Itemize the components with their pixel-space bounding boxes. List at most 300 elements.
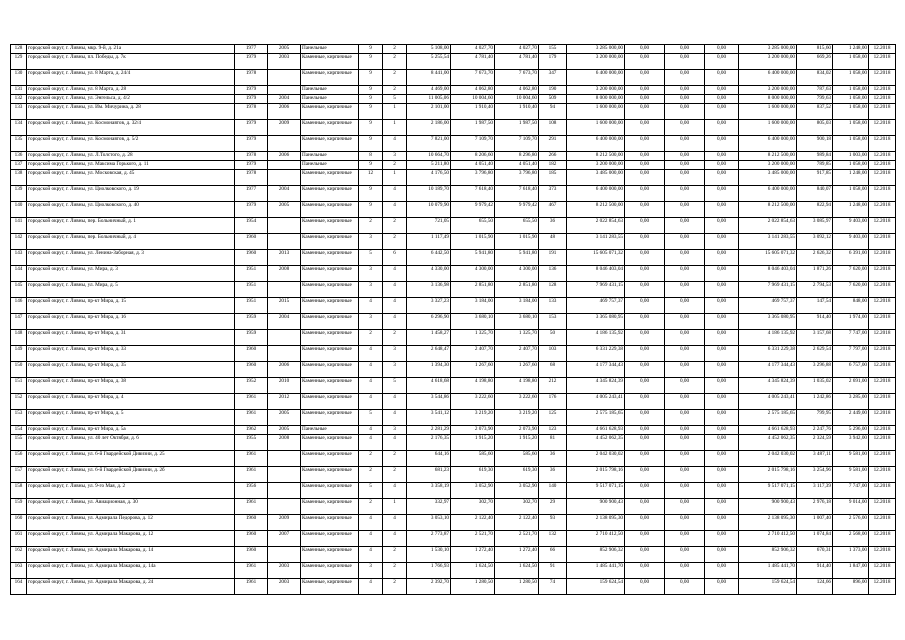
- cell-cost-local: 0,00: [705, 54, 739, 70]
- cell-premises-area: 3 222,60: [451, 394, 495, 410]
- cell-cost-regional: 0,00: [665, 298, 705, 314]
- cell-row-number: 158: [11, 483, 27, 499]
- cell-unit-cost: 900,18: [797, 136, 833, 152]
- cell-cost-local: 0,00: [705, 346, 739, 362]
- cell-wall-material: Каменные, кирпичные: [301, 435, 359, 451]
- cell-planned-date: 12.2018: [869, 467, 896, 483]
- cell-year-reconstruction: 2009: [268, 120, 301, 136]
- cell-wall-material: Каменные, кирпичные: [301, 330, 359, 346]
- cell-premises-area: 4 051,40: [451, 161, 495, 170]
- cell-floors: 4: [359, 547, 383, 563]
- cell-total-area: 332,97: [407, 499, 451, 515]
- cell-premises-area: 2 851,80: [451, 282, 495, 298]
- cell-address: городской округ, г. Ливны, пер. Больничный, д. 4: [27, 234, 235, 250]
- cell-premises-area: 5 941,80: [451, 250, 495, 266]
- table-row: [11, 45, 896, 54]
- cell-cost-federal: 0,00: [625, 451, 665, 467]
- cell-floors: 9: [359, 186, 383, 202]
- cell-row-number: 136: [11, 152, 27, 161]
- cell-entrances: 2: [383, 218, 407, 234]
- cell-cost-local: 0,00: [705, 266, 739, 282]
- cell-row-number: 147: [11, 314, 27, 330]
- cell-floors: 9: [359, 136, 383, 152]
- cell-cost-regional: 0,00: [665, 435, 705, 451]
- cell-cost-regional: 0,00: [665, 579, 705, 595]
- cell-floors: 3: [359, 314, 383, 330]
- cell-cost-regional: 0,00: [665, 186, 705, 202]
- cell-planned-date: 12.2018: [869, 234, 896, 250]
- cell-wall-material: Каменные, кирпичные: [301, 547, 359, 563]
- cell-total-cost: 852 906,32: [567, 547, 625, 563]
- table-row: [11, 170, 896, 186]
- cell-residential-area: 3 184,00: [495, 298, 539, 314]
- cell-unit-cost: 3 254,96: [797, 467, 833, 483]
- cell-year-built: 1960: [235, 362, 268, 378]
- cell-wall-material: Каменные, кирпичные: [301, 378, 359, 394]
- cell-premises-area: 2 407,70: [451, 346, 495, 362]
- table-row: [11, 451, 896, 467]
- cell-max-unit-cost: 9 581,00: [833, 451, 869, 467]
- cell-residents-count: 179: [539, 54, 567, 70]
- cell-total-cost: 1 485 441,70: [567, 563, 625, 579]
- cell-planned-date: 12.2018: [869, 499, 896, 515]
- cell-unit-cost: 669,26: [797, 54, 833, 70]
- cell-wall-material: Каменные, кирпичные: [301, 136, 359, 152]
- cell-cost-owners: 8 046 403,04: [739, 266, 797, 282]
- cell-row-number: 145: [11, 282, 27, 298]
- cell-floors: 2: [359, 218, 383, 234]
- cell-planned-date: 12.2018: [869, 483, 896, 499]
- cell-residential-area: 2 073,90: [495, 426, 539, 435]
- cell-premises-area: 3 219,20: [451, 410, 495, 426]
- cell-residents-count: 509: [539, 95, 567, 104]
- cell-floors: 4: [359, 426, 383, 435]
- cell-residents-count: 50: [539, 330, 567, 346]
- cell-entrances: 3: [383, 346, 407, 362]
- cell-year-built: 1979: [235, 202, 268, 218]
- cell-residents-count: 29: [539, 499, 567, 515]
- cell-unit-cost: 1 871,26: [797, 266, 833, 282]
- table-row: [11, 95, 896, 104]
- cell-year-built: 1961: [235, 451, 268, 467]
- cell-year-reconstruction: [268, 547, 301, 563]
- cell-wall-material: Каменные, кирпичные: [301, 515, 359, 531]
- cell-total-cost: 8 212 500,00: [567, 152, 625, 161]
- cell-cost-federal: 0,00: [625, 282, 665, 298]
- cell-residents-count: 191: [539, 250, 567, 266]
- cell-year-reconstruction: [268, 170, 301, 186]
- cell-cost-owners: 7 969 431,15: [739, 282, 797, 298]
- cell-year-built: 1961: [235, 394, 268, 410]
- cell-residential-area: 4 051,40: [495, 161, 539, 170]
- cell-unit-cost: 815,60: [797, 45, 833, 54]
- cell-year-built: 1978: [235, 104, 268, 120]
- cell-row-number: 150: [11, 362, 27, 378]
- cell-address: городской округ, г. Ливны, пр-кт Мира, д. 5: [27, 410, 235, 426]
- cell-cost-regional: 0,00: [665, 202, 705, 218]
- cell-cost-local: 0,00: [705, 136, 739, 152]
- cell-max-unit-cost: 1 058,00: [833, 104, 869, 120]
- cell-residents-count: 108: [539, 120, 567, 136]
- cell-premises-area: 1 280,50: [451, 579, 495, 595]
- cell-address: городской округ, г. Ливны, ул. Ленина-Заборная, д. 3: [27, 250, 235, 266]
- cell-address: городской округ, г. Ливны, ул. Адмирала Педорова, д. 12: [27, 515, 235, 531]
- cell-cost-federal: 0,00: [625, 426, 665, 435]
- cell-premises-area: 3 796,80: [451, 170, 495, 186]
- table-row: [11, 86, 896, 95]
- cell-year-reconstruction: [268, 218, 301, 234]
- cell-planned-date: 12.2018: [869, 282, 896, 298]
- cell-planned-date: 12.2018: [869, 266, 896, 282]
- cell-max-unit-cost: 5 296,00: [833, 426, 869, 435]
- cell-entrances: 4: [383, 282, 407, 298]
- cell-cost-regional: 0,00: [665, 282, 705, 298]
- cell-residents-count: 190: [539, 86, 567, 95]
- table-row: [11, 70, 896, 86]
- cell-entrances: 2: [383, 547, 407, 563]
- cell-cost-federal: 0,00: [625, 378, 665, 394]
- cell-year-built: 1960: [235, 234, 268, 250]
- cell-residents-count: 155: [539, 45, 567, 54]
- cell-wall-material: Каменные, кирпичные: [301, 282, 359, 298]
- cell-cost-federal: 0,00: [625, 136, 665, 152]
- cell-premises-area: 7 618,40: [451, 186, 495, 202]
- cell-premises-area: 1 910,40: [451, 104, 495, 120]
- cell-wall-material: Каменные, кирпичные: [301, 314, 359, 330]
- cell-residential-area: 3 796,80: [495, 170, 539, 186]
- cell-premises-area: 7 673,70: [451, 70, 495, 86]
- cell-row-number: 139: [11, 186, 27, 202]
- cell-total-cost: 4 345 824,39: [567, 378, 625, 394]
- cell-year-reconstruction: [268, 330, 301, 346]
- cell-planned-date: 12.2018: [869, 202, 896, 218]
- cell-total-area: 2 176,35: [407, 435, 451, 451]
- cell-cost-federal: 0,00: [625, 410, 665, 426]
- cell-total-area: 6 442,50: [407, 250, 451, 266]
- cell-year-built: 1978: [235, 152, 268, 161]
- cell-total-cost: 4 452 062,35: [567, 435, 625, 451]
- cell-address: городской округ, г. Ливны, ул. Космонавтов, д. 5/2: [27, 136, 235, 152]
- cell-residential-area: 4 300,00: [495, 266, 539, 282]
- cell-cost-local: 0,00: [705, 531, 739, 547]
- cell-year-built: 1961: [235, 410, 268, 426]
- cell-wall-material: Каменные, кирпичные: [301, 202, 359, 218]
- cell-entrances: 4: [383, 394, 407, 410]
- cell-residents-count: 347: [539, 70, 567, 86]
- cell-year-reconstruction: [268, 451, 301, 467]
- cell-year-reconstruction: 2004: [268, 186, 301, 202]
- cell-planned-date: 12.2018: [869, 563, 896, 579]
- table-row: [11, 314, 896, 330]
- cell-cost-federal: 0,00: [625, 499, 665, 515]
- cell-cost-regional: 0,00: [665, 483, 705, 499]
- cell-unit-cost: 837,52: [797, 104, 833, 120]
- table-row: [11, 120, 896, 136]
- cell-residential-area: 2 407,70: [495, 346, 539, 362]
- cell-residential-area: 1 987,50: [495, 120, 539, 136]
- cell-address: городской округ, г. Ливны, ул. Циолковского, д. 19: [27, 186, 235, 202]
- cell-cost-regional: 0,00: [665, 152, 705, 161]
- cell-total-cost: 6 331 229,38: [567, 346, 625, 362]
- cell-total-area: 8 441,00: [407, 70, 451, 86]
- cell-year-reconstruction: 2005: [268, 202, 301, 218]
- cell-year-reconstruction: [268, 234, 301, 250]
- cell-cost-owners: 6 400 000,00: [739, 70, 797, 86]
- cell-max-unit-cost: 1 248,00: [833, 170, 869, 186]
- cell-cost-regional: 0,00: [665, 547, 705, 563]
- cell-entrances: 2: [383, 330, 407, 346]
- cell-premises-area: 4 198,80: [451, 378, 495, 394]
- cell-cost-federal: 0,00: [625, 54, 665, 70]
- cell-address: городской округ, г. Ливны, ул. 40 лет Октября, д. 6: [27, 435, 235, 451]
- cell-row-number: 154: [11, 426, 27, 435]
- cell-unit-cost: 805,03: [797, 120, 833, 136]
- cell-planned-date: 12.2018: [869, 298, 896, 314]
- table-row: [11, 202, 896, 218]
- cell-floors: 4: [359, 394, 383, 410]
- cell-residential-area: 7 109,70: [495, 136, 539, 152]
- table-row: [11, 483, 896, 499]
- cell-cost-owners: 15 605 071,32: [739, 250, 797, 266]
- cell-planned-date: 12.2018: [869, 435, 896, 451]
- cell-entrances: 2: [383, 234, 407, 250]
- cell-cost-local: 0,00: [705, 378, 739, 394]
- cell-planned-date: 12.2018: [869, 152, 896, 161]
- cell-year-built: 1977: [235, 186, 268, 202]
- cell-residents-count: 136: [539, 266, 567, 282]
- cell-year-reconstruction: 2004: [268, 314, 301, 330]
- cell-row-number: 128: [11, 45, 27, 54]
- cell-row-number: 133: [11, 104, 27, 120]
- cell-unit-cost: 1 242,86: [797, 394, 833, 410]
- cell-cost-federal: 0,00: [625, 202, 665, 218]
- table-row: [11, 186, 896, 202]
- cell-residents-count: 93: [539, 515, 567, 531]
- cell-cost-owners: 9 517 071,15: [739, 483, 797, 499]
- cell-premises-area: 7 109,70: [451, 136, 495, 152]
- cell-cost-owners: 900 900,43: [739, 499, 797, 515]
- cell-premises-area: 2 521,70: [451, 531, 495, 547]
- cell-cost-regional: 0,00: [665, 330, 705, 346]
- cell-row-number: 148: [11, 330, 27, 346]
- cell-cost-regional: 0,00: [665, 45, 705, 54]
- cell-cost-federal: 0,00: [625, 515, 665, 531]
- cell-planned-date: 12.2018: [869, 531, 896, 547]
- cell-premises-area: 2 122,40: [451, 515, 495, 531]
- cell-year-reconstruction: [268, 136, 301, 152]
- cell-year-reconstruction: 2013: [268, 250, 301, 266]
- cell-cost-local: 0,00: [705, 579, 739, 595]
- cell-cost-local: 0,00: [705, 234, 739, 250]
- cell-cost-regional: 0,00: [665, 104, 705, 120]
- cell-total-area: 3 544,86: [407, 394, 451, 410]
- cell-cost-federal: 0,00: [625, 70, 665, 86]
- cell-cost-regional: 0,00: [665, 136, 705, 152]
- cell-cost-regional: 0,00: [665, 451, 705, 467]
- cell-wall-material: Каменные, кирпичные: [301, 394, 359, 410]
- cell-cost-owners: 4 186 135,92: [739, 330, 797, 346]
- cell-total-cost: 3 200 000,00: [567, 161, 625, 170]
- cell-cost-owners: 4 177 344,43: [739, 362, 797, 378]
- cell-planned-date: 12.2018: [869, 95, 896, 104]
- cell-floors: 9: [359, 54, 383, 70]
- table-row: [11, 531, 896, 547]
- cell-planned-date: 12.2018: [869, 346, 896, 362]
- cell-premises-area: 3 184,00: [451, 298, 495, 314]
- cell-cost-owners: 8 000 000,00: [739, 95, 797, 104]
- cell-residential-area: 5 941,80: [495, 250, 539, 266]
- cell-year-reconstruction: 2005: [268, 426, 301, 435]
- cell-address: городской округ, г. Ливны, пр-кт Мира, д. 38: [27, 378, 235, 394]
- cell-cost-owners: 8 212 500,00: [739, 152, 797, 161]
- cell-entrances: 4: [383, 435, 407, 451]
- cell-premises-area: 4 027,70: [451, 45, 495, 54]
- cell-total-cost: 6 400 000,00: [567, 186, 625, 202]
- cell-planned-date: 12.2018: [869, 161, 896, 170]
- cell-wall-material: Каменные, кирпичные: [301, 499, 359, 515]
- cell-max-unit-cost: 1 373,00: [833, 547, 869, 563]
- cell-cost-federal: 0,00: [625, 298, 665, 314]
- table-row: [11, 499, 896, 515]
- cell-floors: 3: [359, 234, 383, 250]
- cell-cost-owners: 2 138 095,30: [739, 515, 797, 531]
- cell-residential-area: 4 027,70: [495, 45, 539, 54]
- cell-max-unit-cost: 6 391,00: [833, 250, 869, 266]
- cell-cost-owners: 6 400 000,00: [739, 136, 797, 152]
- table-row: [11, 410, 896, 426]
- cell-floors: 3: [359, 563, 383, 579]
- cell-max-unit-cost: 3 942,00: [833, 435, 869, 451]
- cell-year-built: 1961: [235, 499, 268, 515]
- cell-residential-area: 3 680,10: [495, 314, 539, 330]
- cell-total-cost: 4 186 135,92: [567, 330, 625, 346]
- cell-row-number: 155: [11, 435, 27, 451]
- cell-cost-owners: 8 212 500,00: [739, 202, 797, 218]
- cell-row-number: 135: [11, 136, 27, 152]
- cell-total-area: 3 136,98: [407, 282, 451, 298]
- cell-unit-cost: 2 247,76: [797, 426, 833, 435]
- cell-row-number: 129: [11, 54, 27, 70]
- cell-floors: 8: [359, 152, 383, 161]
- table-row: [11, 234, 896, 250]
- table-row: [11, 298, 896, 314]
- cell-planned-date: 12.2018: [869, 250, 896, 266]
- cell-floors: 4: [359, 435, 383, 451]
- cell-row-number: 156: [11, 451, 27, 467]
- cell-cost-local: 0,00: [705, 120, 739, 136]
- cell-residential-area: 302,70: [495, 499, 539, 515]
- cell-address: городской округ, г. Ливны, ул. Адмирала Макарова, д. 14: [27, 547, 235, 563]
- cell-total-cost: 1 600 000,00: [567, 120, 625, 136]
- cell-unit-cost: 787,63: [797, 86, 833, 95]
- cell-residents-count: 66: [539, 547, 567, 563]
- cell-residential-area: 8 296,80: [495, 152, 539, 161]
- cell-wall-material: Каменные, кирпичные: [301, 483, 359, 499]
- cell-year-built: 1979: [235, 86, 268, 95]
- cell-row-number: 149: [11, 346, 27, 362]
- cell-cost-local: 0,00: [705, 547, 739, 563]
- cell-year-built: 1959: [235, 314, 268, 330]
- cell-residents-count: 373: [539, 186, 567, 202]
- cell-entrances: 4: [383, 483, 407, 499]
- cell-cost-regional: 0,00: [665, 346, 705, 362]
- cell-entrances: 3: [383, 152, 407, 161]
- cell-total-area: 2 186,00: [407, 120, 451, 136]
- cell-entrances: 2: [383, 563, 407, 579]
- cell-entrances: 1: [383, 170, 407, 186]
- cell-residential-area: 1 272,40: [495, 547, 539, 563]
- cell-row-number: 144: [11, 266, 27, 282]
- cell-year-built: 1961: [235, 579, 268, 595]
- cell-cost-owners: 6 400 000,00: [739, 186, 797, 202]
- cell-cost-federal: 0,00: [625, 95, 665, 104]
- cell-unit-cost: 3 296,88: [797, 362, 833, 378]
- cell-planned-date: 12.2018: [869, 330, 896, 346]
- cell-year-reconstruction: 2003: [268, 579, 301, 595]
- cell-residential-area: 1 915,20: [495, 435, 539, 451]
- cell-total-cost: 900 900,43: [567, 499, 625, 515]
- table-row: [11, 104, 896, 120]
- cell-floors: 2: [359, 499, 383, 515]
- cell-year-built: 1960: [235, 515, 268, 531]
- cell-year-built: 1979: [235, 161, 268, 170]
- cell-total-cost: 3 200 000,00: [567, 54, 625, 70]
- cell-floors: 9: [359, 45, 383, 54]
- cell-total-area: 2 101,00: [407, 104, 451, 120]
- cell-entrances: 5: [383, 378, 407, 394]
- cell-total-area: 2 773,87: [407, 531, 451, 547]
- cell-entrances: 6: [383, 250, 407, 266]
- cell-total-cost: 9 517 071,15: [567, 483, 625, 499]
- cell-floors: 5: [359, 483, 383, 499]
- cell-year-built: 1960: [235, 547, 268, 563]
- cell-max-unit-cost: 1 058,00: [833, 95, 869, 104]
- cell-total-cost: 2 015 798,16: [567, 467, 625, 483]
- cell-cost-regional: 0,00: [665, 266, 705, 282]
- cell-residents-count: 128: [539, 282, 567, 298]
- cell-unit-cost: 2 976,18: [797, 499, 833, 515]
- cell-unit-cost: 989,84: [797, 152, 833, 161]
- cell-cost-federal: 0,00: [625, 362, 665, 378]
- table-row: [11, 426, 896, 435]
- cell-year-built: 1960: [235, 531, 268, 547]
- cell-total-area: 5 211,80: [407, 161, 451, 170]
- cell-row-number: 138: [11, 170, 27, 186]
- cell-total-area: 5 255,54: [407, 54, 451, 70]
- cell-total-area: 2 648,47: [407, 346, 451, 362]
- cell-year-built: 1960: [235, 250, 268, 266]
- cell-planned-date: 12.2018: [869, 579, 896, 595]
- table-row: [11, 563, 896, 579]
- cell-planned-date: 12.2018: [869, 426, 896, 435]
- cell-year-built: 1956: [235, 483, 268, 499]
- cell-floors: 4: [359, 298, 383, 314]
- cell-unit-cost: 799,63: [797, 95, 833, 104]
- cell-entrances: 4: [383, 186, 407, 202]
- cell-max-unit-cost: 7 747,00: [833, 483, 869, 499]
- cell-residents-count: 36: [539, 218, 567, 234]
- cell-cost-regional: 0,00: [665, 362, 705, 378]
- cell-residential-area: 1 910,40: [495, 104, 539, 120]
- cell-total-area: 1 458,27: [407, 330, 451, 346]
- cell-unit-cost: 3 085,97: [797, 218, 833, 234]
- cell-wall-material: Каменные, кирпичные: [301, 362, 359, 378]
- cell-wall-material: Каменные, кирпичные: [301, 298, 359, 314]
- cell-premises-area: 10 004,60: [451, 95, 495, 104]
- cell-cost-federal: 0,00: [625, 86, 665, 95]
- cell-address: городской округ, г. Ливны, ул. 6-й Гвардейской Дивизии, д. 25: [27, 451, 235, 467]
- cell-year-built: 1979: [235, 136, 268, 152]
